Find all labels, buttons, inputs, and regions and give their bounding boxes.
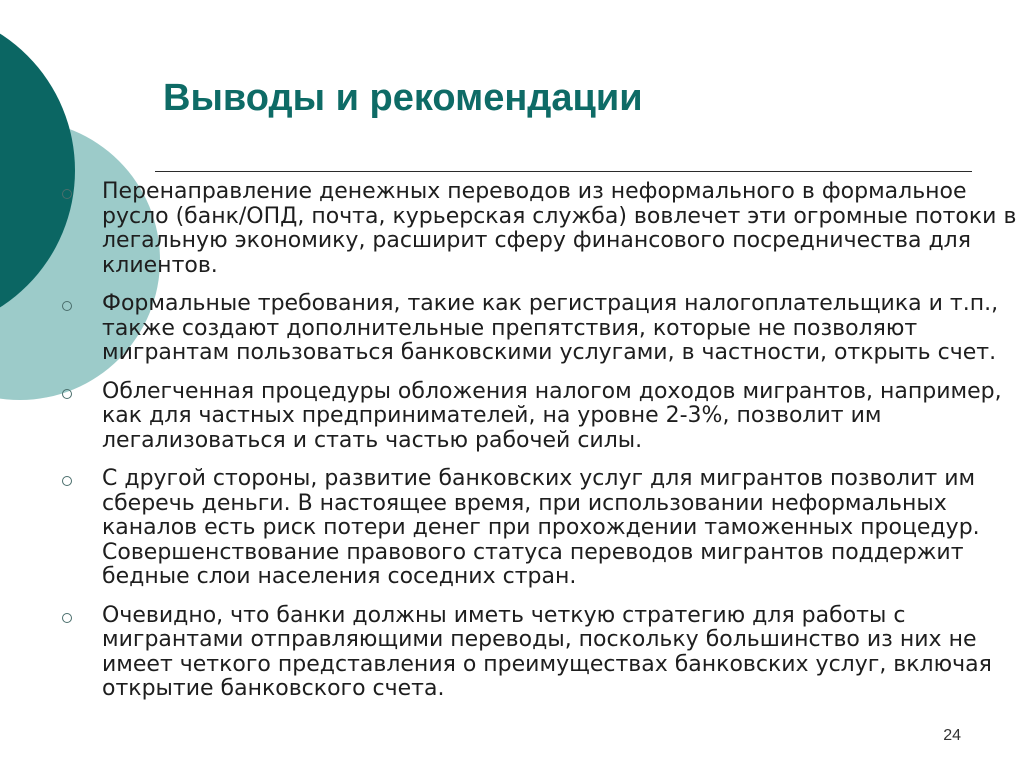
hollow-circle-bullet-icon (62, 389, 72, 399)
bullet-text: Облегченная процедуры обложения налогом доходов мигрантов, например, как для частных предпринимателей, на уровне 2-3%, позволит им легализоваться и стать частью рабочей силы. (102, 378, 1002, 453)
bullet-item (62, 467, 1022, 590)
bullet-item (62, 292, 1022, 366)
slide-number: 24 (943, 727, 961, 744)
bullet-text: С другой стороны, развитие банковских услуг для мигрантов позволит им сберечь деньги. В настоящее время, при использовании неформальных каналов есть риск потери денег при прохождении таможенных процедур. Совершенствование правового статуса переводов мигрантов поддержит бедные слои населения соседних стран. (102, 466, 980, 589)
bullet-text: Формальные требования, такие как регистрация налогоплательщика и т.п., также создают дополнительные препятствия, которые не позволяют мигрантам пользоваться банковскими услугами, в частности, открыть счет. (102, 291, 999, 365)
hollow-circle-bullet-icon (62, 476, 72, 486)
bullet-item (62, 604, 1022, 702)
hollow-circle-bullet-icon (62, 301, 72, 311)
hollow-circle-bullet-icon (62, 189, 72, 199)
bullet-item (62, 380, 1022, 454)
hollow-circle-bullet-icon (62, 613, 72, 623)
bullet-text: Очевидно, что банки должны иметь четкую стратегию для работы с мигрантами отправляющими переводы, поскольку большинство из них не имеет четкого представления о преимуществах банковских услуг, включая открытие банковского счета. (102, 602, 992, 701)
bullet-text: Перенаправление денежных переводов из неформального в формальное русло (банк/ОПД, почта, курьерская служба) вовлечет эти огромные потоки в легальную экономику, расширит сферу финансового посредничества для клиентов. (102, 179, 1017, 278)
slide-title: Выводы и рекомендации (163, 77, 643, 119)
bullet-list (62, 180, 1022, 716)
bullet-item (62, 180, 1022, 278)
title-divider (155, 171, 972, 172)
